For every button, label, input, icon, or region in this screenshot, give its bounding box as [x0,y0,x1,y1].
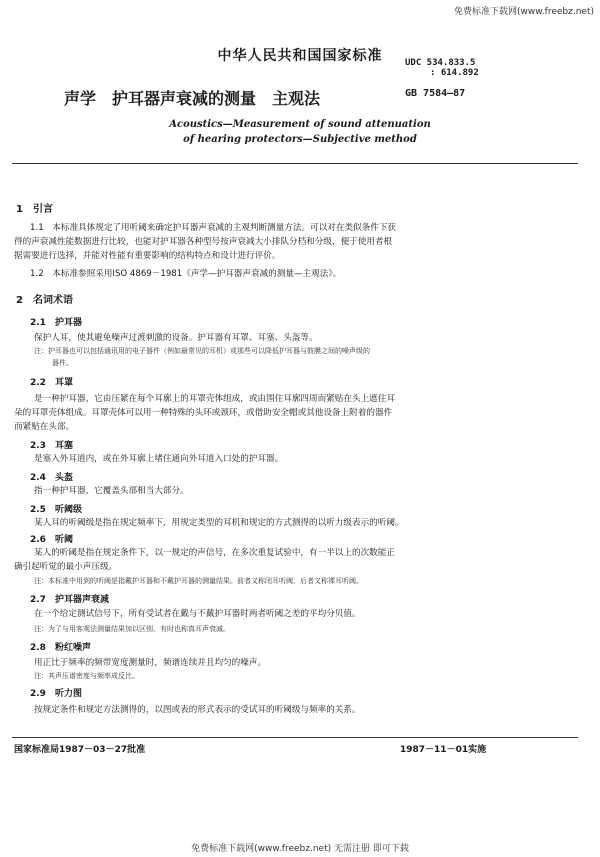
term-2-5-definition: 某人耳的听阈级是指在规定频率下，用规定类型的耳机和规定的方式测得的以听力级表示的听阈。 [34,518,404,528]
section-2-heading: 2 名词术语 [16,295,73,306]
title-english-line-2: of hearing protectors—Subjective method [183,134,417,145]
term-2-9-definition: 按规定条件和规定方法测得的，以图或表的形式表示的受试耳的听阈级与频率的关系。 [34,705,361,715]
term-2-1-note-line-1: 注：护耳器也可以包括通讯用的电子器件（例如最常见的耳机）或那些可以降低护耳器与鼓膜之间的噪声级的 [34,347,370,355]
term-2-4-definition: 指一种护耳器，它覆盖头部相当大部分。 [34,486,189,496]
watermark-bottom: 免费标准下载网(www.freebz.net) 无需注册 即可下载 [191,844,409,854]
udc-code: UDC 534.833.5 [405,58,476,68]
term-2-9-heading: 2.9 听力图 [30,689,82,699]
term-2-2-line-2: 朵的耳罩壳体组成。耳罩壳体可以用一种特殊的头环或颈环，或借助安全帽或其他设备上附着的器件 [14,408,393,418]
term-2-8-heading: 2.8 粉红噪声 [30,643,91,653]
title-english-line-1: Acoustics—Measurement of sound attenuation [169,119,431,130]
title-english [0,117,600,147]
term-2-6-line-2: 确引起听觉的最小声压级。 [14,562,118,572]
header-divider [12,163,578,164]
term-2-3-definition: 是塞入外耳道内，或在外耳廓上堵住通向外耳道入口处的护耳器。 [34,454,284,464]
approval-date: 国家标准局1987－03－27批准 [14,745,146,755]
paragraph-1-2: 1.2 本标准参照采用ISO 4869－1981《声学—护耳器声衰减的测量—主观法》。 [30,269,342,279]
paragraph-1-1-line-2: 得的声衰减性能数据进行比较，也能对护耳器各种型号按声衰减大小排队分档和分级，便于使用者根 [14,237,393,247]
term-2-6-heading: 2.6 听阈 [30,535,73,545]
term-2-2-heading: 2.2 耳罩 [30,378,73,388]
term-2-8-note: 注：其声压谱密度与频率成反比。 [34,672,139,680]
term-2-8-definition: 用正比于频率的频带宽度测量时，频谱连续并且均匀的噪声。 [34,658,267,668]
term-2-4-heading: 2.4 头盔 [30,473,73,483]
paragraph-1-1-line-3: 据需要进行选择，并能对性能有重要影响的结构特点和设计进行评价。 [14,251,281,261]
term-2-7-definition: 在一个给定测试信号下，所有受试者在戴与不戴护耳器时两者听阈之差的平均分贝值。 [34,609,361,619]
term-2-6-line-1: 某人的听阈是指在规定条件下，以一规定的声信号，在多次重复试验中，有一半以上的次数能正 [34,548,395,558]
term-2-2-line-1: 是一种护耳器，它由压紧在每个耳廓上的耳罩壳体组成，或由围住耳廓四周而紧贴在头上遮住耳 [34,394,395,404]
implementation-date: 1987－11－01实施 [400,745,487,755]
term-2-7-heading: 2.7 护耳器声衰减 [30,595,109,605]
section-1-heading: 1 引言 [16,204,53,215]
title-chinese: 声学 护耳器声衰减的测量 主观法 [64,89,321,108]
term-2-6-note: 注：本标准中用到的听阈是指戴护耳器和不戴护耳器的测量结果。前者又称闭耳听阈，后者又称裸耳听阈。 [34,577,363,585]
term-2-1-heading: 2.1 护耳器 [30,318,82,328]
udc-code-continued: : 614.892 [430,68,479,78]
paragraph-1-1-line-1: 1.1 本标准具体规定了用听阈来确定护耳器声衰减的主观判断测量方法。可以对在类似条件下获 [30,223,397,233]
term-2-7-note: 注：为了与用客观法测量结果加以区别，有时也称真耳声衰减。 [34,625,230,633]
gb-number: GB 7584—87 [405,88,466,99]
term-2-1-definition: 保护人耳，使其避免噪声过渡刺激的设备。护耳器有耳罩、耳塞、头盔等。 [34,333,318,343]
watermark-top: 免费标准下载网(www.freebz.net) [454,7,594,17]
standard-name: 中华人民共和国国家标准 [217,48,383,64]
term-2-2-line-3: 而紧贴在头部。 [14,422,75,432]
term-2-5-heading: 2.5 听阈级 [30,505,82,515]
term-2-1-note-line-2: 器件。 [52,359,73,367]
term-2-3-heading: 2.3 耳塞 [30,441,73,451]
footer-divider [12,737,578,738]
